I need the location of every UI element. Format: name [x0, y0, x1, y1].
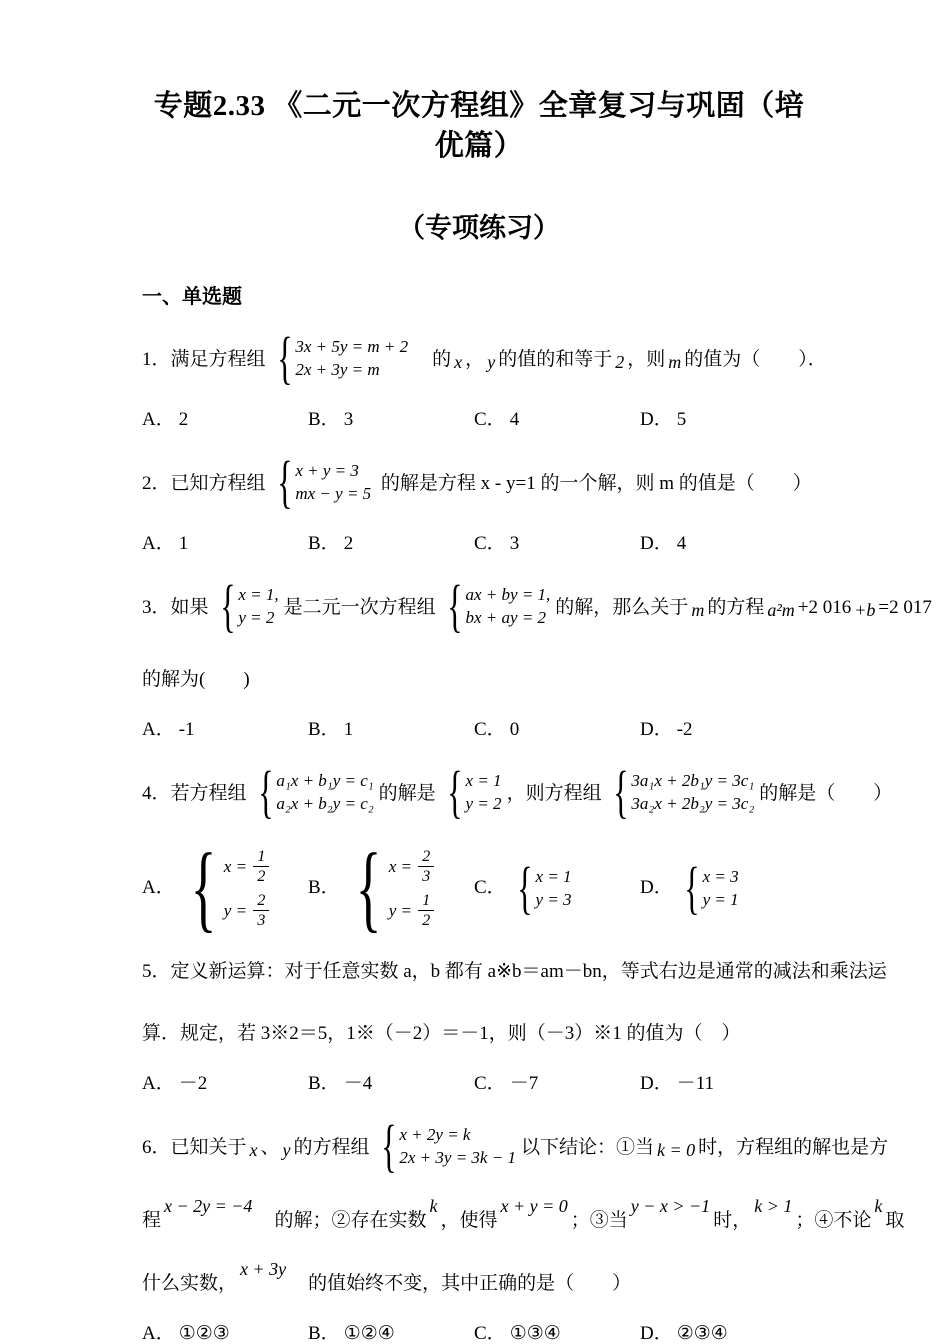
option-label: B． — [308, 409, 340, 430]
equation-line: x + y = 3 — [295, 461, 359, 480]
option-label: A． — [142, 409, 175, 430]
question-3 — [142, 573, 932, 745]
brace-icon: { — [276, 449, 293, 514]
equation-fraction-line — [224, 844, 270, 888]
brace-icon: { — [276, 325, 293, 390]
text-run: ， — [465, 349, 485, 370]
option-value: 3 — [343, 409, 354, 430]
question-body-row — [142, 1017, 822, 1051]
option-item — [142, 1069, 308, 1099]
option-item — [640, 715, 822, 745]
equation-system — [678, 855, 739, 920]
equation-system — [345, 834, 435, 942]
equation-system — [441, 759, 502, 824]
option-label: A． — [142, 877, 175, 898]
option-item — [308, 834, 474, 942]
text-run: ，则 — [627, 349, 666, 370]
inline-math: y — [487, 352, 496, 372]
questions-container — [142, 325, 932, 1344]
equation-lines — [536, 865, 572, 911]
fraction-lhs: y = — [388, 900, 417, 920]
option-item — [640, 405, 822, 435]
inline-math: a²m — [767, 600, 795, 620]
option-value: 5 — [676, 409, 687, 430]
equation-line: a₂x + b₂y = c₂ — [276, 794, 374, 813]
options-row — [142, 1319, 822, 1344]
brace-icon: { — [219, 573, 236, 638]
text-run: 什么实数， — [142, 1273, 238, 1294]
option-label: D． — [640, 409, 673, 430]
text-run: 、 — [260, 1137, 280, 1158]
option-item — [474, 529, 640, 559]
inline-math: m — [691, 600, 705, 620]
equation-line: a₁x + b₁y = c₁ — [276, 771, 374, 790]
inline-math: x — [249, 1140, 258, 1160]
text-run: 2．已知方程组 — [142, 473, 266, 494]
text-run: 的 — [413, 349, 452, 370]
equation-line: 3x + 5y = m + 2 — [295, 337, 409, 356]
option-label: A． — [142, 533, 175, 554]
inline-math: +b — [854, 600, 876, 620]
question-1 — [142, 325, 827, 435]
equation-system — [271, 449, 372, 514]
inline-math-raised: x − 2y = −4 — [164, 1196, 253, 1216]
question-body-row — [142, 759, 893, 824]
option-item — [640, 839, 822, 937]
equation-system — [441, 573, 551, 638]
option-label: D． — [640, 719, 673, 740]
option-label: D． — [640, 877, 673, 898]
option-value: 4 — [676, 533, 687, 554]
fraction-numerator: 1 — [253, 847, 269, 867]
text-run: ，使得 — [440, 1210, 498, 1231]
option-value: ①②③ — [178, 1323, 230, 1344]
option-item — [474, 1319, 640, 1344]
option-value: 0 — [509, 719, 520, 740]
option-label: B． — [308, 533, 340, 554]
text-run: 的解，那么关于 — [555, 597, 689, 618]
text-run: 6．已知关于 — [142, 1137, 247, 1158]
option-value: ①②④ — [343, 1323, 395, 1344]
brace-icon: { — [446, 573, 463, 638]
equation-lines — [399, 1123, 516, 1169]
text-run: 取 — [885, 1210, 905, 1231]
question-body-row — [142, 449, 822, 514]
inline-math: k = 0 — [656, 1140, 696, 1160]
option-value: －7 — [509, 1073, 539, 1094]
inline-math-raised: x + y = 0 — [500, 1196, 568, 1216]
text-run: +2 016 — [797, 597, 852, 618]
fraction — [253, 891, 269, 930]
inline-math: 2 — [615, 352, 625, 372]
equation-line: 3a₂x + 2b₂y = 3c₂ — [631, 794, 755, 813]
text-run: ，则方程组 — [506, 783, 602, 804]
option-label: A． — [142, 1073, 175, 1094]
doc-title-line1: 专题2.33 《二元一次方程组》全章复习与巩固（培优篇） — [153, 90, 805, 162]
equation-lines — [295, 459, 371, 505]
equation-line: 2x + 3y = 3k − 1 — [399, 1148, 516, 1167]
option-item — [640, 1069, 822, 1099]
option-label: C． — [474, 1323, 506, 1344]
inline-math: y — [282, 1140, 291, 1160]
fraction-numerator: 1 — [418, 891, 434, 911]
text-run: 的解；②存在实数 — [255, 1210, 427, 1231]
text-run: =2 017 — [878, 597, 932, 618]
text-run: 的方程 — [707, 597, 765, 618]
option-item — [142, 405, 308, 435]
text-run: 是二元一次方程组 — [283, 597, 436, 618]
option-item — [474, 839, 640, 937]
option-item — [640, 1319, 822, 1344]
brace-icon: { — [380, 1113, 397, 1178]
inline-math-raised: k > 1 — [754, 1196, 793, 1216]
option-label: C． — [474, 1073, 506, 1094]
text-run: 的解是 — [378, 783, 436, 804]
equation-line: y = 3 — [535, 890, 572, 909]
brace-icon: { — [612, 759, 629, 824]
option-value: -2 — [676, 719, 693, 740]
option-item — [308, 1069, 474, 1099]
options-row — [142, 529, 822, 559]
fraction-lhs: x = — [388, 856, 417, 876]
fraction-denominator: 2 — [257, 867, 266, 885]
option-label: D． — [640, 533, 673, 554]
option-item — [474, 405, 640, 435]
option-value: 3 — [509, 533, 520, 554]
fraction-lhs: y = — [223, 900, 252, 920]
question-5 — [142, 955, 887, 1099]
inline-math-raised: k — [874, 1196, 883, 1216]
question-body-row — [142, 573, 932, 638]
option-item — [308, 715, 474, 745]
option-value: ①③④ — [509, 1323, 561, 1344]
option-value: －2 — [178, 1073, 208, 1094]
equation-lines — [276, 769, 373, 815]
question-body-row — [142, 663, 822, 697]
doc-title-line2: （专项练习） — [398, 213, 560, 243]
options-row — [142, 834, 822, 942]
option-item — [474, 1069, 640, 1099]
inline-math-raised: x + 3y — [240, 1259, 287, 1279]
fraction-denominator: 2 — [422, 911, 431, 929]
option-value: －11 — [676, 1073, 715, 1094]
equation-line: y = 1 — [702, 890, 739, 909]
equation-lines — [703, 865, 739, 911]
option-item — [640, 529, 822, 559]
equation-system — [607, 759, 755, 824]
option-value: 2 — [343, 533, 354, 554]
brace-icon: { — [355, 834, 382, 942]
equation-line: x = 1 — [465, 771, 502, 790]
options-row — [142, 1069, 822, 1099]
equation-lines — [631, 769, 754, 815]
equation-lines — [238, 583, 278, 629]
option-value: －4 — [343, 1073, 373, 1094]
option-value: 1 — [343, 719, 354, 740]
option-item — [142, 529, 308, 559]
inline-math-raised: k — [429, 1196, 438, 1216]
equation-lines — [466, 583, 551, 629]
text-run: 的解是方程 x - y=1 的一个解，则 m 的值是（ ） — [376, 473, 812, 494]
equation-line: y = 2 — [238, 608, 275, 627]
equation-line: 3a₁x + 2b₁y = 3c₁ — [631, 771, 755, 790]
equation-lines — [466, 769, 502, 815]
text-run: 3．如果 — [142, 597, 209, 618]
equation-lines — [295, 335, 408, 381]
options-row — [142, 715, 822, 745]
equation-fraction-line — [224, 888, 270, 932]
section-header: 一、单选题 — [142, 286, 242, 308]
text-run: 5．定义新运算：对于任意实数 a，b 都有 a※b＝am－bn，等式右边是通常的减法和乘法运 — [142, 961, 887, 982]
fraction-numerator: 2 — [253, 891, 269, 911]
question-body-row — [142, 955, 887, 989]
question-6 — [142, 1113, 905, 1344]
option-item — [142, 1319, 308, 1344]
option-item — [308, 529, 474, 559]
option-value: 2 — [178, 409, 189, 430]
equation-line: ax + by = 1, — [465, 585, 551, 604]
text-run: 4．若方程组 — [142, 783, 247, 804]
equation-line: x = 1, — [238, 585, 279, 604]
option-item — [308, 1319, 474, 1344]
equation-line: mx − y = 5 — [295, 484, 372, 503]
question-2 — [142, 449, 822, 559]
option-label: A． — [142, 719, 175, 740]
question-body-row — [142, 325, 827, 390]
fraction-lhs: x = — [223, 856, 252, 876]
fraction — [418, 847, 434, 886]
equation-system — [252, 759, 374, 824]
option-label: C． — [474, 533, 506, 554]
text-run: 时， — [713, 1210, 752, 1231]
brace-icon: { — [683, 855, 700, 920]
text-run: ；③当 — [570, 1210, 628, 1231]
option-value: 4 — [509, 409, 520, 430]
equation-line: 2x + 3y = m — [295, 360, 380, 379]
option-value: -1 — [178, 719, 195, 740]
equation-line: x + 2y = k — [399, 1125, 471, 1144]
equation-system — [271, 325, 409, 390]
text-run: 算．规定，若 3※2＝5，1※（－2）＝－1，则（－3）※1 的值为（ ） — [142, 1023, 741, 1044]
equation-system — [180, 834, 270, 942]
equation-line: bx + ay = 2 — [465, 608, 547, 627]
brace-icon: { — [516, 855, 533, 920]
option-item — [308, 405, 474, 435]
option-item — [474, 715, 640, 745]
text-run: 的解为( ) — [142, 669, 250, 690]
inline-math-raised: y − x > −1 — [630, 1196, 711, 1216]
option-label: B． — [308, 877, 340, 898]
inline-math: x — [454, 352, 463, 372]
brace-icon: { — [190, 834, 217, 942]
fraction-denominator: 3 — [257, 911, 266, 929]
equation-line: x = 3 — [702, 867, 739, 886]
option-label: D． — [640, 1073, 673, 1094]
brace-icon: { — [257, 759, 274, 824]
text-run: 程 — [142, 1210, 162, 1231]
option-label: C． — [474, 719, 506, 740]
option-label: C． — [474, 409, 506, 430]
question-body-row — [142, 1196, 905, 1238]
option-label: B． — [308, 719, 340, 740]
text-run: 时，方程组的解也是方 — [698, 1137, 889, 1158]
option-item — [142, 715, 308, 745]
option-label: B． — [308, 1073, 340, 1094]
brace-icon: { — [446, 759, 463, 824]
option-value: 1 — [178, 533, 189, 554]
equation-fraction-line — [389, 844, 435, 888]
equation-fraction-line — [389, 888, 435, 932]
equation-system — [375, 1113, 516, 1178]
text-run: ；④不论 — [795, 1210, 872, 1231]
question-body-row — [142, 1259, 822, 1301]
equation-lines — [389, 844, 435, 932]
inline-math: m — [668, 352, 682, 372]
equation-line: y = 2 — [465, 794, 502, 813]
question-4 — [142, 759, 893, 942]
option-label: B． — [308, 1323, 340, 1344]
fraction — [253, 847, 269, 886]
option-item — [142, 834, 308, 942]
text-run: 的值为（ ）． — [684, 349, 827, 370]
equation-system — [214, 573, 279, 638]
fraction — [418, 891, 434, 930]
fraction-denominator: 3 — [422, 867, 431, 885]
text-run: 的值的和等于 — [498, 349, 613, 370]
options-row — [142, 405, 822, 435]
text-run: 的值始终不变，其中正确的是（ ） — [289, 1273, 632, 1294]
option-label: C． — [474, 877, 506, 898]
fraction-numerator: 2 — [418, 847, 434, 867]
equation-line: x = 1 — [535, 867, 572, 886]
option-value: ②③④ — [676, 1323, 728, 1344]
question-body-row — [142, 1113, 889, 1178]
option-label: D． — [640, 1323, 673, 1344]
text-run: 以下结论：①当 — [520, 1137, 654, 1158]
option-label: A． — [142, 1323, 175, 1344]
equation-lines — [224, 844, 270, 932]
equation-system — [511, 855, 572, 920]
text-run: 的解是（ ） — [759, 783, 893, 804]
text-run: 1．满足方程组 — [142, 349, 266, 370]
text-run: 的方程组 — [293, 1137, 370, 1158]
